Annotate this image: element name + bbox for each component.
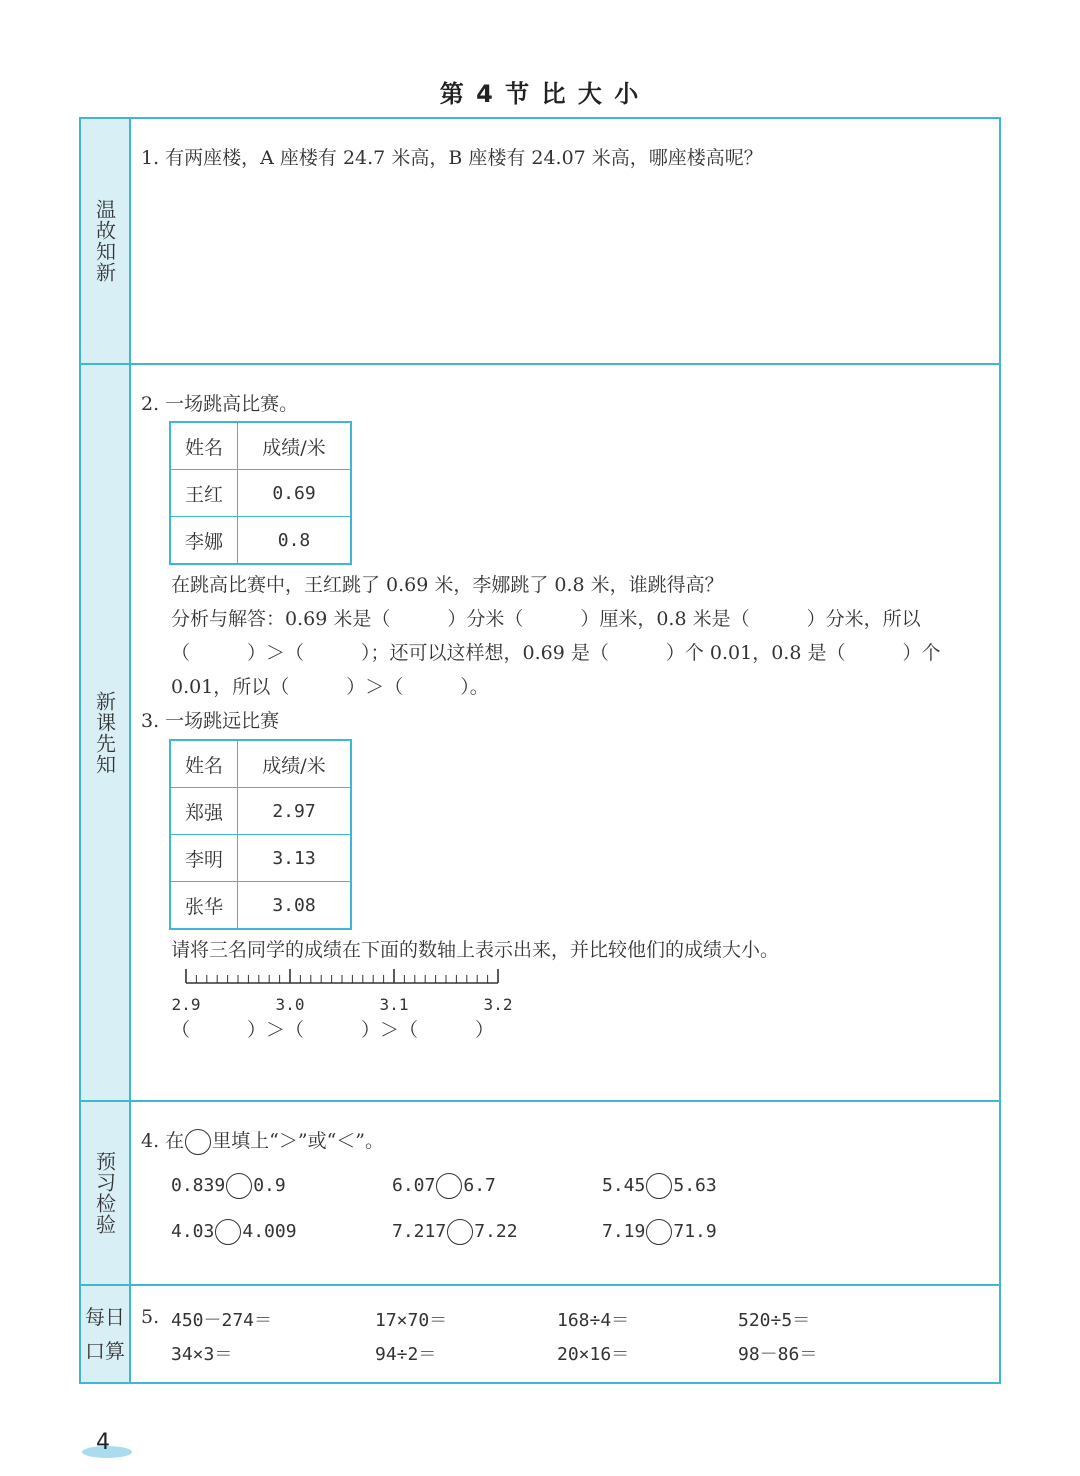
compare-item: 7.217 7.22 <box>392 1219 518 1245</box>
answer-circle[interactable] <box>226 1173 252 1199</box>
oral-calc-item: 520÷5＝ <box>738 1310 811 1331</box>
answer-circle[interactable] <box>646 1173 672 1199</box>
oral-calc-item: 20×16＝ <box>557 1344 630 1365</box>
table-cell-name: 王红 <box>170 470 238 517</box>
oral-calc-item: 450－274＝ <box>171 1310 273 1331</box>
section-review <box>81 119 999 365</box>
table-row <box>170 882 351 930</box>
oral-calc-item: 17×70＝ <box>375 1310 448 1331</box>
answer-circle[interactable] <box>436 1173 462 1199</box>
section-label-check: 预习检验 <box>81 1102 131 1284</box>
table-header-name: 姓名 <box>170 422 238 470</box>
compare-item: 7.19 71.9 <box>602 1219 717 1245</box>
question-4-heading: 4. 在 里填上“＞”或“＜”。 <box>141 1126 384 1155</box>
table-header-score: 成绩/米 <box>238 422 352 470</box>
worksheet-frame <box>79 117 1001 1384</box>
question-5-prefix: 5. <box>141 1306 160 1328</box>
circle-blank-icon <box>185 1129 211 1155</box>
table-row <box>170 788 351 835</box>
question-2-line-2: （ ）＞（ ）；还可以这样想，0.69 是（ ）个 0.01，0.8 是（ ）个 <box>171 642 941 664</box>
table-header-score: 成绩/米 <box>238 740 352 788</box>
long-jump-table <box>169 739 352 930</box>
table-header-name: 姓名 <box>170 740 238 788</box>
question-2-heading: 2. 一场跳高比赛。 <box>141 393 299 415</box>
number-line <box>167 967 527 1017</box>
compare-item: 0.839 0.9 <box>171 1173 286 1199</box>
question-3-heading: 3. 一场跳远比赛 <box>141 710 280 732</box>
axis-label: 3.0 <box>275 995 305 1014</box>
table-cell-score: 0.69 <box>238 470 352 517</box>
compare-item: 5.45 5.63 <box>602 1173 717 1199</box>
question-2-line-3: 0.01，所以（ ）＞（ ）。 <box>171 676 489 698</box>
oral-calc-item: 168÷4＝ <box>557 1310 630 1331</box>
section-label-preview: 新课先知 <box>81 365 131 1100</box>
section-check <box>81 1102 999 1286</box>
table-row <box>170 835 351 882</box>
compare-item: 6.07 6.7 <box>392 1173 496 1199</box>
page-title: 第 4 节 比 大 小 <box>439 80 641 108</box>
compare-item: 4.03 4.009 <box>171 1219 297 1245</box>
high-jump-table <box>169 421 352 565</box>
table-cell-score: 3.08 <box>238 882 352 930</box>
question-2-line-1: 分析与解答：0.69 米是（ ）分米（ ）厘米，0.8 米是（ ）分米，所以 <box>171 608 921 630</box>
section-daily <box>81 1286 999 1382</box>
table-cell-name: 李明 <box>170 835 238 882</box>
oral-calc-item: 94÷2＝ <box>375 1344 437 1365</box>
table-row <box>170 470 351 517</box>
oral-calc-item: 98－86＝ <box>738 1344 818 1365</box>
table-cell-name: 李娜 <box>170 517 238 565</box>
table-header-row <box>170 422 351 470</box>
answer-circle[interactable] <box>215 1219 241 1245</box>
answer-circle[interactable] <box>447 1219 473 1245</box>
section-label-daily: 每日 口算 <box>81 1286 131 1382</box>
oral-calc-item: 34×3＝ <box>171 1344 233 1365</box>
page-number: 4 <box>96 1436 134 1456</box>
question-3-instruction: 请将三名同学的成绩在下面的数轴上表示出来，并比较他们的成绩大小。 <box>171 939 780 961</box>
question-3-compare: （ ）＞（ ）＞（ ） <box>171 1019 495 1041</box>
section-label-review: 温故知新 <box>81 119 131 363</box>
table-cell-name: 张华 <box>170 882 238 930</box>
number-line-ticks <box>186 969 498 983</box>
axis-label: 3.1 <box>379 995 409 1014</box>
table-cell-name: 郑强 <box>170 788 238 835</box>
question-2-text: 在跳高比赛中，王红跳了 0.69 米，李娜跳了 0.8 米，谁跳得高？ <box>171 574 724 596</box>
table-cell-score: 0.8 <box>238 517 352 565</box>
table-row <box>170 517 351 565</box>
axis-label: 2.9 <box>171 995 201 1014</box>
section-preview <box>81 365 999 1102</box>
axis-label: 3.2 <box>483 995 513 1014</box>
question-1: 1. 有两座楼，A 座楼有 24.7 米高，B 座楼有 24.07 米高，哪座楼高呢？ <box>141 147 763 169</box>
answer-circle[interactable] <box>646 1219 672 1245</box>
table-cell-score: 2.97 <box>238 788 352 835</box>
table-header-row <box>170 740 351 788</box>
table-cell-score: 3.13 <box>238 835 352 882</box>
